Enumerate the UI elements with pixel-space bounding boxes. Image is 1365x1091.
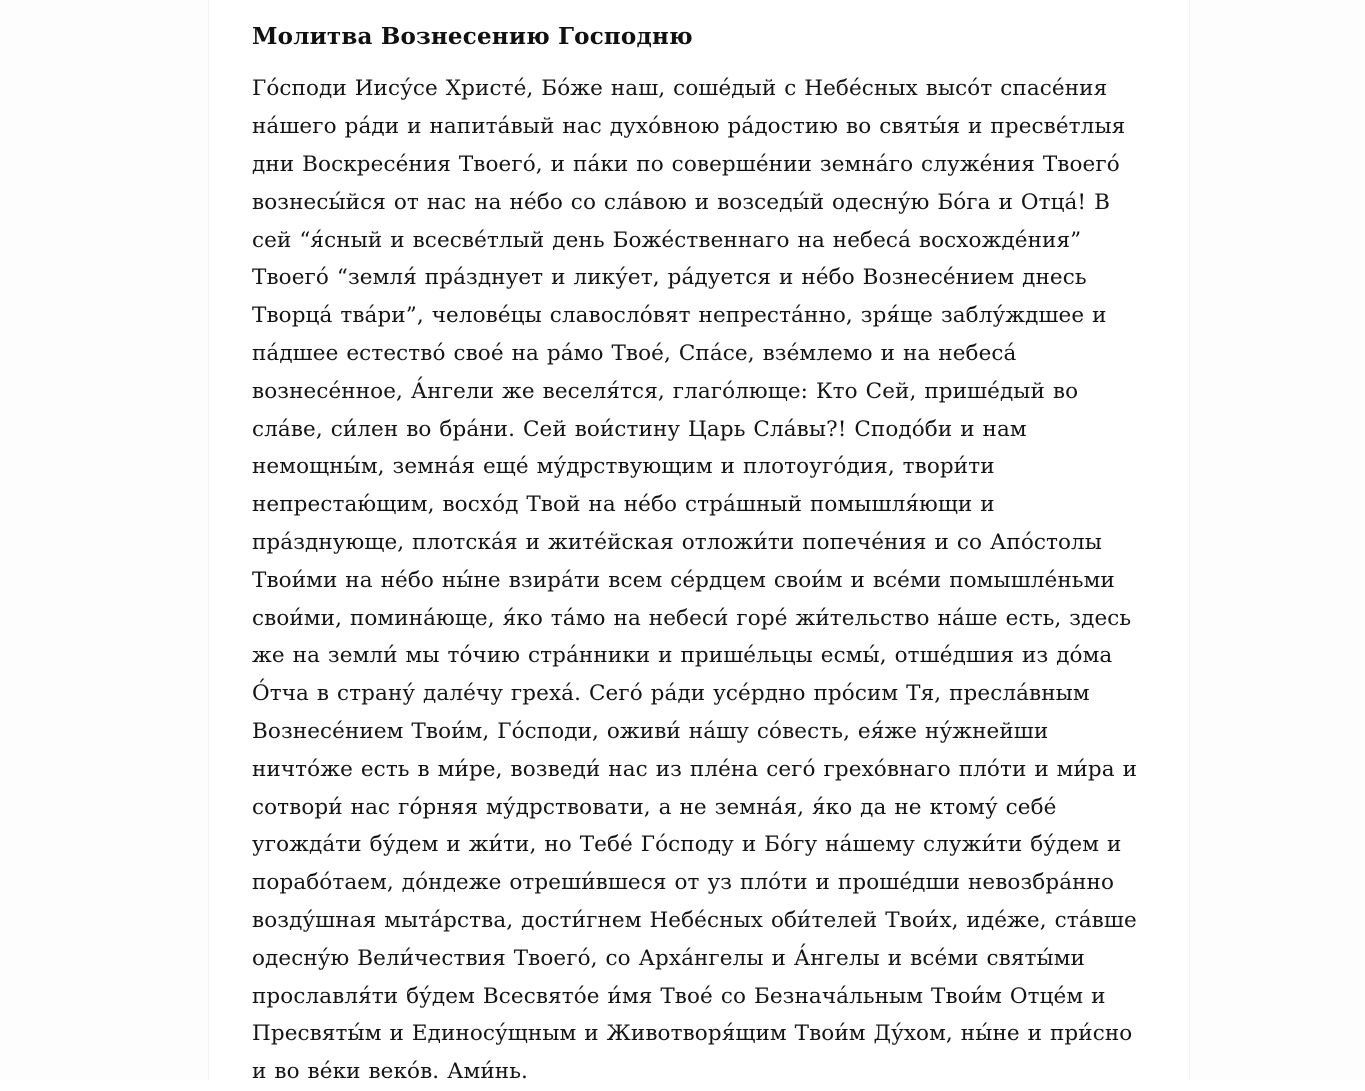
- prayer-paragraph: Го́споди Иису́се Христе́, Бо́же наш, соше́дый с Небе́сных высо́т спасе́ния на́шего ра́ди и напита́вый нас духо́вною ра́достию во святы́я и пресве́тлыя дни Воскресе́ния Твоего́, и па́ки по соверше́нии земна́го служе́ния Твоего́ вознесы́йся от нас на не́бо со сла́вою и возседы́й одесну́ю Бо́га и Отца́! В сей “я́сный и всесве́тлый день Боже́ственнаго на небеса́ восхожде́ния” Твоего́ “земля́ пра́зднует и лику́ет, ра́дуется и не́бо Вознесе́нием днесь Творца́ тва́ри”, челове́цы славосло́вят непреста́нно, зря́ще заблу́ждшее и па́дшее естество́ свое́ на ра́мо Твое́, Спа́се, взе́млемо и на небеса́ вознесе́нное, А́нгели же веселя́тся, глаго́люще: Кто Сей, прише́дый во сла́ве, си́лен во бра́ни. Сей вои́стину Царь Сла́вы?! Сподо́би и нам немощны́м, земна́я еще́ му́дрствующим и плотоуго́дия, твори́ти непрестаю́щим, восхо́д Твой на не́бо стра́шный помышля́ющи и пра́зднующе, плотска́я и жите́йская отложи́ти попече́ния и со Апо́столы Твои́ми на не́бо ны́не взира́ти всем се́рдцем свои́м и все́ми помышле́ньми свои́ми, помина́юще, я́ко та́мо на небеси́ горе́ жи́тельство на́ше есть, здесь же на земли́ мы то́чию стра́нники и прише́льцы есмы́, отше́дшия из до́ма О́тча в страну́ дале́чу греха́. Сего́ ра́ди усе́рдно про́сим Тя, пресла́вным Вознесе́нием Твои́м, Го́споди, оживи́ на́шу со́весть, ея́же ну́жнейши ничто́же есть в ми́ре, возведи́ нас из пле́на сего́ грехо́внаго пло́ти и ми́ра и сотвори́ нас го́рняя му́дрствовати, а не земна́я, я́ко да не ктому́ себе́ угожда́ти бу́дем и жи́ти, но Тебе́ Го́споду и Бо́гу на́шему служи́ти бу́дем и порабо́таем, до́ндеже отреши́вшеся от уз пло́ти и проше́дши невозбра́нно возду́шная мыта́рства, дости́гнем Небе́сных оби́телей Твои́х, иде́же, ста́вше одесну́ю Вели́чествия Твоего́, со Арха́нгелы и А́нгелы и все́ми святы́ми прославля́ти бу́дем Всесвято́е и́мя Твое́ со Безнача́льным Твои́м Отце́м и Пресвяты́м и Единосу́щным и Животворя́щим Твои́м Ду́хом, ны́не и при́сно и во ве́ки веко́в. Ами́нь.: [252, 76, 1138, 1085]
- page-title: Молитва Вознесению Господню: [252, 23, 693, 50]
- page-gutter-left: [0, 0, 209, 1080]
- document-content: [209, 0, 1189, 1085]
- page-gutter-right: [1189, 0, 1365, 1080]
- prayer-text-block: [252, 70, 1152, 1091]
